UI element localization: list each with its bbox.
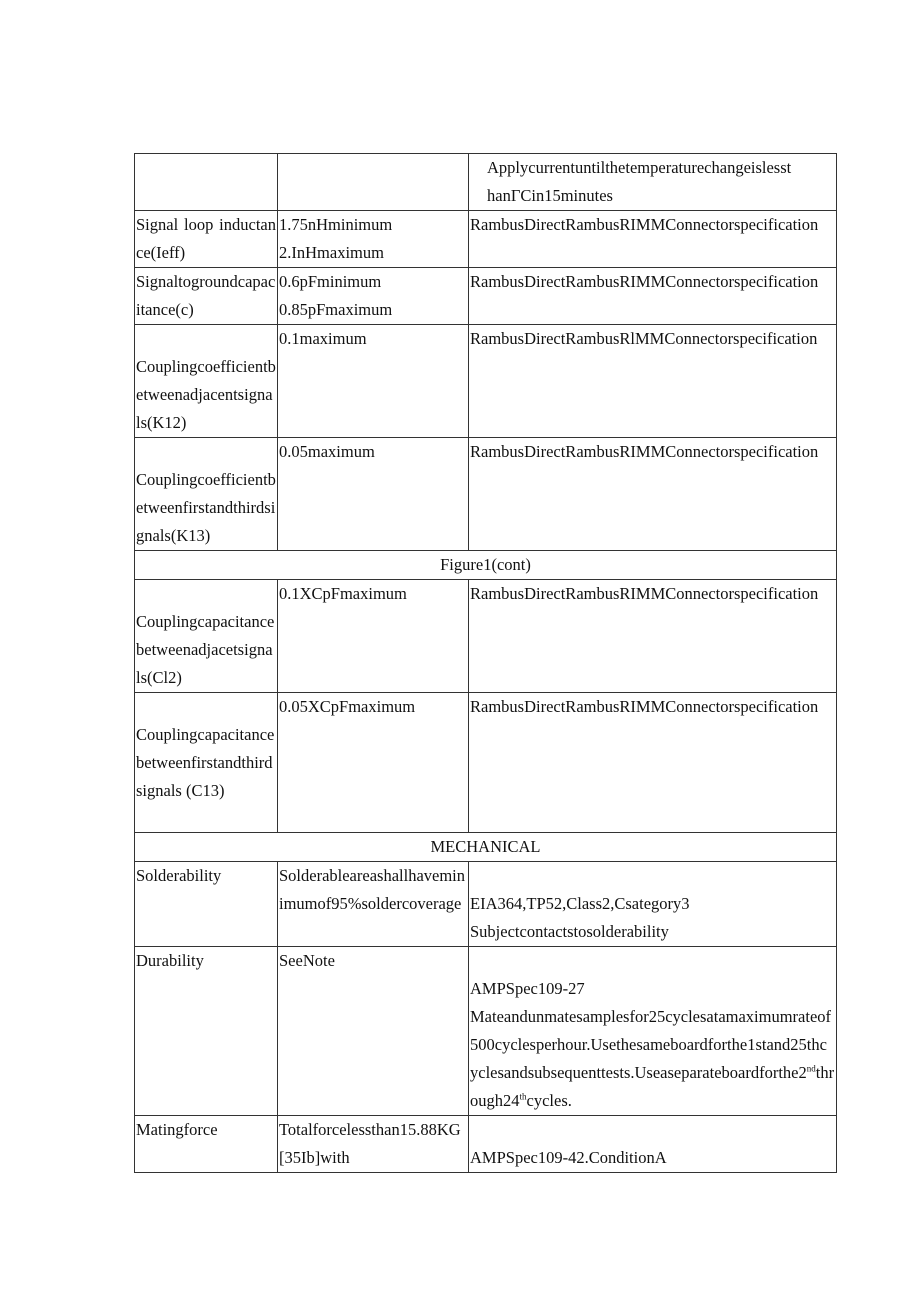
value-text: 0.6pFminimum xyxy=(279,272,382,291)
section-heading: Figure1(cont) xyxy=(135,551,837,580)
param-cell xyxy=(135,580,278,693)
ref-text: EIA364,TP52,Class2,Csategory3 xyxy=(470,894,690,913)
param-cell: Signal loop inductance(Ieff) xyxy=(135,211,278,268)
ref-cell: RambusDirectRambusRlMMConnectorspecification xyxy=(469,325,837,438)
param-cell xyxy=(135,325,278,438)
ref-body: Mateandunmatesamplesfor25cyclesatamaximumrateof500cyclesperhour.Usethesameboardforthe1stand25thcyclesandsubsequenttests.Useaseparateboardforthe2 xyxy=(470,1007,832,1082)
param-text: Couplingcoefficientbetweenfirstandthirdsignals(K13) xyxy=(136,470,276,545)
table-row xyxy=(135,325,837,438)
ref-cell xyxy=(469,1116,837,1173)
ref-cell xyxy=(469,862,837,947)
ref-text: Subjectcontactstosolderability xyxy=(470,922,669,941)
superscript: nd xyxy=(806,1063,816,1074)
ref-cell xyxy=(469,154,837,211)
value-text: 1.75nHminimum xyxy=(279,215,393,234)
table-row xyxy=(135,580,837,693)
superscript: th xyxy=(519,1091,527,1102)
ref-text: AMPSpec109-27 xyxy=(470,979,585,998)
ref-cell: RambusDirectRambusRIMMConnectorspecification xyxy=(469,438,837,551)
value-cell: 0.1maximum xyxy=(278,325,469,438)
ref-text: hanΓCin15minutes xyxy=(487,186,613,205)
spec-table xyxy=(134,153,837,1173)
param-cell xyxy=(135,438,278,551)
section-heading: MECHANICAL xyxy=(135,833,837,862)
section-row xyxy=(135,833,837,862)
table-row xyxy=(135,693,837,833)
ref-cell xyxy=(469,947,837,1116)
param-cell: Durability xyxy=(135,947,278,1116)
ref-body: through24 xyxy=(470,1063,835,1110)
section-row xyxy=(135,551,837,580)
value-cell: 0.05maximum xyxy=(278,438,469,551)
value-cell: Totalforcelessthan15.88KG[35Ib]with xyxy=(278,1116,469,1173)
value-cell: 0.05XCpFmaximum xyxy=(278,693,469,833)
ref-cell: RambusDirectRambusRIMMConnectorspecification xyxy=(469,580,837,693)
ref-text: AMPSpec109-42.ConditionA xyxy=(470,1148,667,1167)
param-cell xyxy=(135,154,278,211)
param-cell xyxy=(135,693,278,833)
ref-cell: RambusDirectRambusRIMMConnectorspecification xyxy=(469,693,837,833)
value-cell xyxy=(278,154,469,211)
value-cell xyxy=(278,211,469,268)
param-text: Couplingcapacitancebetweenfirstandthird signals (C13) xyxy=(136,725,275,800)
ref-text: Applycurrentuntilthetemperaturechangeislesst xyxy=(487,158,792,177)
ref-body: cycles. xyxy=(526,1091,572,1110)
value-cell xyxy=(278,268,469,325)
param-text: Couplingcoefficientbetweenadjacentsignals(K12) xyxy=(136,357,276,432)
param-cell: Solderability xyxy=(135,862,278,947)
ref-cell: RambusDirectRambusRIMMConnectorspecification xyxy=(469,211,837,268)
value-text: 2.InHmaximum xyxy=(279,243,384,262)
table-row xyxy=(135,154,837,211)
ref-text xyxy=(470,1003,835,1115)
param-cell: Signaltogroundcapacitance(c) xyxy=(135,268,278,325)
ref-cell: RambusDirectRambusRIMMConnectorspecification xyxy=(469,268,837,325)
table-row xyxy=(135,862,837,947)
value-cell: Solderableareashallhaveminimumof95%soldercoverage xyxy=(278,862,469,947)
param-text: Couplingcapacitancebetweenadjacetsignals(Cl2) xyxy=(136,612,275,687)
table-row xyxy=(135,438,837,551)
value-cell: SeeNote xyxy=(278,947,469,1116)
table-row xyxy=(135,947,837,1116)
table-row xyxy=(135,211,837,268)
value-cell: 0.1XCpFmaximum xyxy=(278,580,469,693)
table-row xyxy=(135,268,837,325)
param-cell: Matingforce xyxy=(135,1116,278,1173)
table-row xyxy=(135,1116,837,1173)
value-text: 0.85pFmaximum xyxy=(279,300,393,319)
